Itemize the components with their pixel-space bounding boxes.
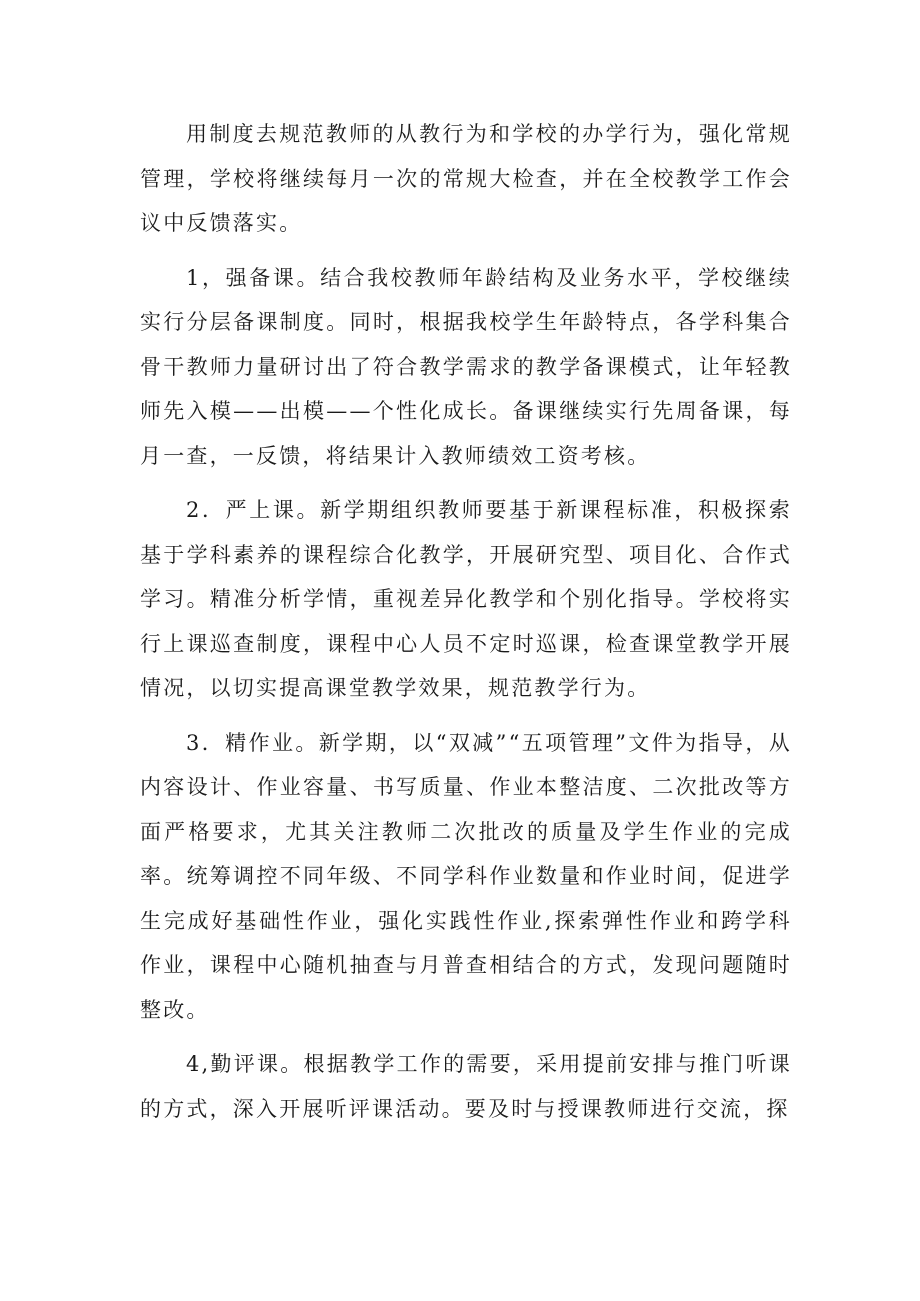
- paragraph-homework: 3．精作业。新学期，以“双减”“五项管理”文件为指导，从内容设计、作业容量、书写质量、作业本整洁度、二次批改等方面严格要求，尤其关注教师二次批改的质量及学生作业的完成率。统筹调控不同年级、不同学科作业数量和作业时间，促进学生完成好基础性作业，强化实践性作业,探索弹性作业和跨学科作业，课程中心随机抽查与月普查相结合的方式，发现问题随时整改。: [140, 730, 792, 1022]
- paragraph-lesson-prep: 1，强备课。结合我校教师年龄结构及业务水平，学校继续实行分层备课制度。同时，根据我校学生年龄特点，各学科集合骨干教师力量研讨出了符合教学需求的教学备课模式，让年轻教师先入模——出模——个性化成长。备课继续实行先周备课，每月一查，一反馈，将结果计入教师绩效工资考核。: [140, 265, 792, 468]
- paragraph-lesson-evaluation: 4,勤评课。根据教学工作的需要，采用提前安排与推门听课的方式，深入开展听评课活动。要及时与授课教师进行交流，探: [140, 1052, 792, 1121]
- paragraph-intro: 用制度去规范教师的从教行为和学校的办学行为，强化常规管理，学校将继续每月一次的常规大检查，并在全校教学工作会议中反馈落实。: [140, 122, 792, 235]
- document-page: [140, 112, 792, 1141]
- paragraph-teaching: 2．严上课。新学期组织教师要基于新课程标准，积极探索基于学科素养的课程综合化教学，开展研究型、项目化、合作式学习。精准分析学情，重视差异化教学和个别化指导。学校将实行上课巡查制度，课程中心人员不定时巡课，检查课堂教学开展情况，以切实提高课堂教学效果，规范教学行为。: [140, 498, 792, 700]
